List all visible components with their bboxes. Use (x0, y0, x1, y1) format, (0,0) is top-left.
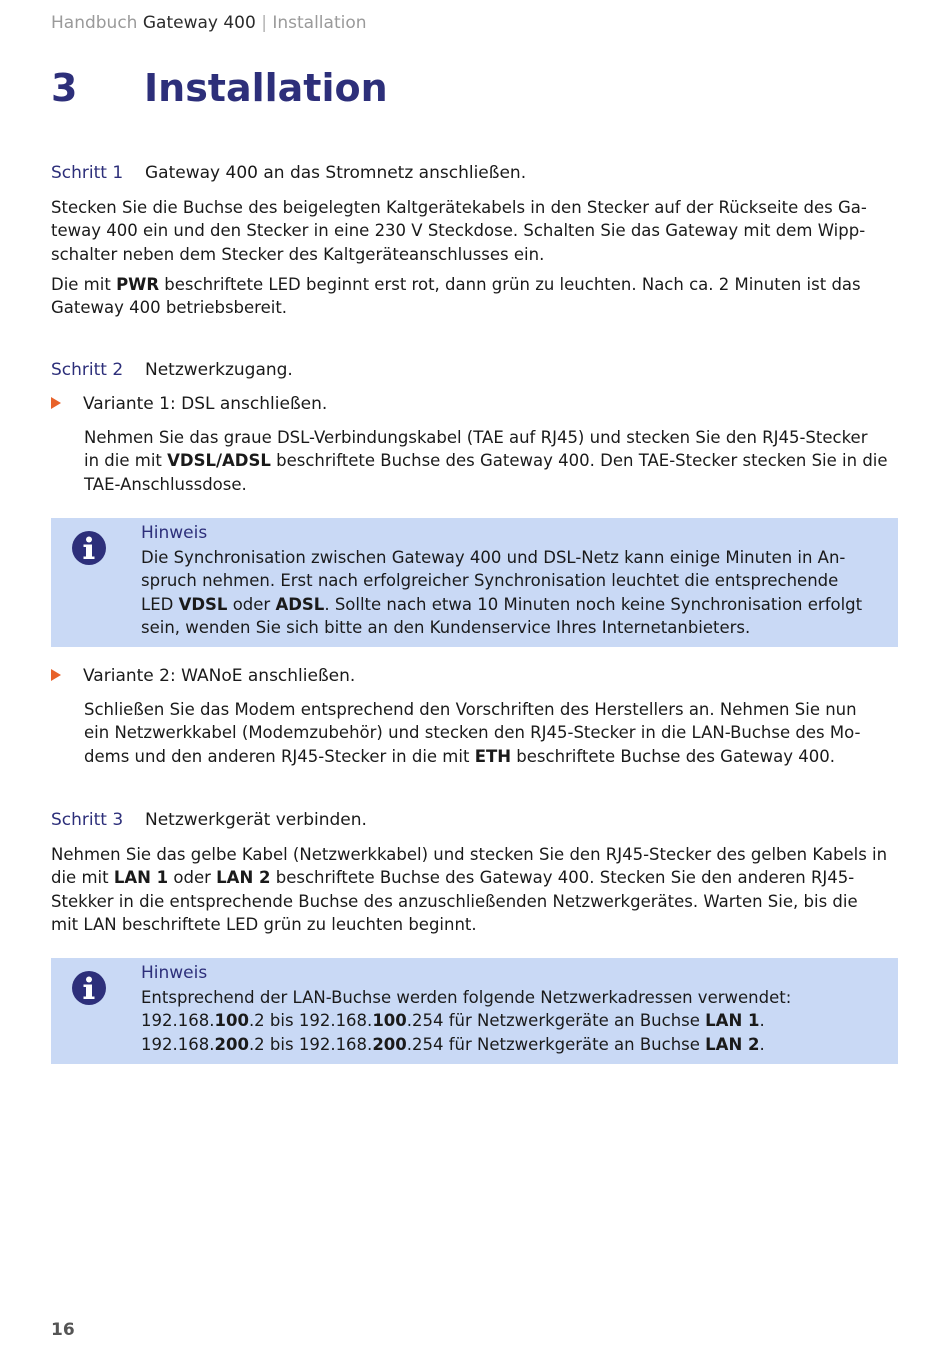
text-run: beschriftete Buchse des Gateway 400. (511, 746, 836, 766)
text-line (51, 273, 911, 296)
bold-text: PWR (116, 275, 160, 294)
text-run: . (759, 1011, 765, 1031)
page-number: 16 (51, 1320, 75, 1340)
bold-text: 200 (214, 1034, 249, 1054)
chapter-title: Installation (144, 66, 388, 110)
step-3-paragraph (51, 843, 921, 936)
text-line: schalter neben dem Stecker des Kaltgeräteanschlusses ein. (51, 244, 545, 264)
text-line: Schließen Sie das Modem entsprechend den Vorschriften des Herstellers an. Nehmen Sie nun (84, 700, 857, 719)
bold-text: VDSL/ADSL (167, 451, 271, 471)
step-2-heading (51, 360, 293, 380)
text-run: 192.168. (141, 1011, 215, 1031)
header-product: Gateway 400 (142, 13, 256, 33)
text-line (141, 593, 886, 616)
header-separator: | (261, 13, 267, 33)
text-run: beschriftete Buchse des Gateway 400. Den TAE-Stecker stecken Sie in die (270, 451, 888, 471)
note-box-2 (51, 958, 898, 1064)
text-run: .2 bis 192.168. (248, 1034, 373, 1054)
text-run: beschriftete LED beginnt erst rot, dann grün zu leuchten. Nach ca. 2 Minuten ist das (159, 275, 861, 294)
text-line (84, 745, 914, 768)
step-3-heading (51, 810, 367, 830)
bullet-triangle-icon (51, 669, 61, 681)
info-icon (71, 530, 107, 566)
bold-text: ADSL (275, 594, 325, 614)
info-icon (71, 970, 107, 1006)
step-label: Schritt 3 (51, 810, 124, 830)
text-line: Stekker in die entsprechende Buchse des anzuschließenden Netzwerkgerätes. Warten Sie, bis die (51, 891, 858, 911)
text-line: spruch nehmen. Erst nach erfolgreicher Synchronisation leuchtet die entsprechende (141, 571, 839, 591)
bold-text: LAN 1 (705, 1011, 760, 1031)
step-title: Netzwerkzugang. (145, 360, 293, 380)
note-body (141, 986, 886, 1056)
running-header (51, 13, 367, 33)
address-range-lan-1 (141, 1009, 886, 1032)
header-prefix: Handbuch (51, 13, 138, 33)
text-run: oder (168, 868, 217, 888)
step-label: Schritt 1 (51, 163, 124, 183)
text-line: Nehmen Sie das gelbe Kabel (Netzwerkkabel) und stecken Sie den RJ45-Stecker des gelben Kabels in (51, 845, 888, 864)
text-run: . (759, 1034, 765, 1054)
bold-text: LAN 1 (113, 868, 169, 888)
text-line: Nehmen Sie das graue DSL-Verbindungskabel (TAE auf RJ45) und stecken Sie den RJ45-Stecker (84, 428, 868, 447)
text-line: Stecken Sie die Buchse des beigelegten Kaltgerätekabels in den Stecker auf der Rückseite des Ga- (51, 198, 867, 217)
text-run: LED (141, 594, 179, 614)
bullet-triangle-icon (51, 397, 61, 409)
header-section: Installation (272, 13, 367, 33)
note-title: Hinweis (141, 523, 208, 543)
bold-text: VDSL (178, 594, 228, 614)
text-line: mit LAN beschriftete LED grün zu leuchten beginnt. (51, 914, 477, 934)
step-title: Netzwerkgerät verbinden. (145, 810, 367, 830)
text-run: .254 für Netzwerkgeräte an Buchse (406, 1011, 706, 1031)
text-run: in die mit (84, 451, 168, 471)
variant-title: Variante 1: DSL anschließen. (83, 394, 328, 414)
note-title: Hinweis (141, 963, 208, 983)
text-run: dems und den anderen RJ45-Stecker in die mit (84, 746, 475, 766)
text-line: TAE-Anschlussdose. (84, 474, 247, 494)
step-label: Schritt 2 (51, 360, 124, 380)
text-line (51, 866, 921, 889)
text-run: . Sollte nach etwa 10 Minuten noch keine Synchronisation erfolgt (324, 594, 863, 614)
bold-text: 100 (214, 1011, 249, 1031)
text-line (84, 449, 914, 472)
variant-title: Variante 2: WANoE anschließen. (83, 666, 356, 686)
variant-1-paragraph (84, 426, 914, 496)
bold-text: LAN 2 (705, 1034, 760, 1054)
chapter-number: 3 (51, 66, 78, 110)
text-line: Entsprechend der LAN-Buchse werden folgende Netzwerkadressen verwendet: (141, 988, 792, 1007)
text-run: Die mit (51, 275, 117, 294)
variant-1-bullet (51, 394, 327, 414)
text-line: Die Synchronisation zwischen Gateway 400 und DSL-Netz kann einige Minuten in An- (141, 548, 846, 567)
address-range-lan-2 (141, 1033, 886, 1056)
text-run: .254 für Netzwerkgeräte an Buchse (406, 1034, 706, 1054)
bold-text: ETH (474, 746, 512, 766)
step-title: Gateway 400 an das Stromnetz anschließen. (145, 163, 527, 183)
bold-text: 100 (372, 1011, 407, 1031)
text-run: beschriftete Buchse des Gateway 400. Stecken Sie den anderen RJ45- (270, 868, 855, 888)
text-line: sein, wenden Sie sich bitte an den Kundenservice Ihres Internetanbieters. (141, 617, 751, 637)
note-body (141, 546, 886, 639)
text-line: ein Netzwerkkabel (Modemzubehör) und stecken den RJ45-Stecker in die LAN-Buchse des Mo- (84, 723, 861, 743)
step-1-paragraph-1 (51, 196, 911, 266)
variant-2-paragraph (84, 698, 914, 768)
text-run: die mit (51, 868, 114, 888)
note-box-1 (51, 518, 898, 647)
step-1-heading (51, 163, 526, 183)
text-line: teway 400 ein und den Stecker in eine 230 V Steckdose. Schalten Sie das Gateway mit dem Wipp- (51, 221, 866, 241)
text-run: oder (227, 594, 276, 614)
text-run: .2 bis 192.168. (248, 1011, 373, 1031)
text-line: Gateway 400 betriebsbereit. (51, 298, 288, 318)
bold-text: LAN 2 (216, 868, 271, 888)
variant-2-bullet (51, 666, 355, 686)
bold-text: 200 (372, 1034, 407, 1054)
text-run: 192.168. (141, 1034, 215, 1054)
step-1-paragraph-2 (51, 273, 911, 320)
chapter-heading (51, 66, 388, 110)
